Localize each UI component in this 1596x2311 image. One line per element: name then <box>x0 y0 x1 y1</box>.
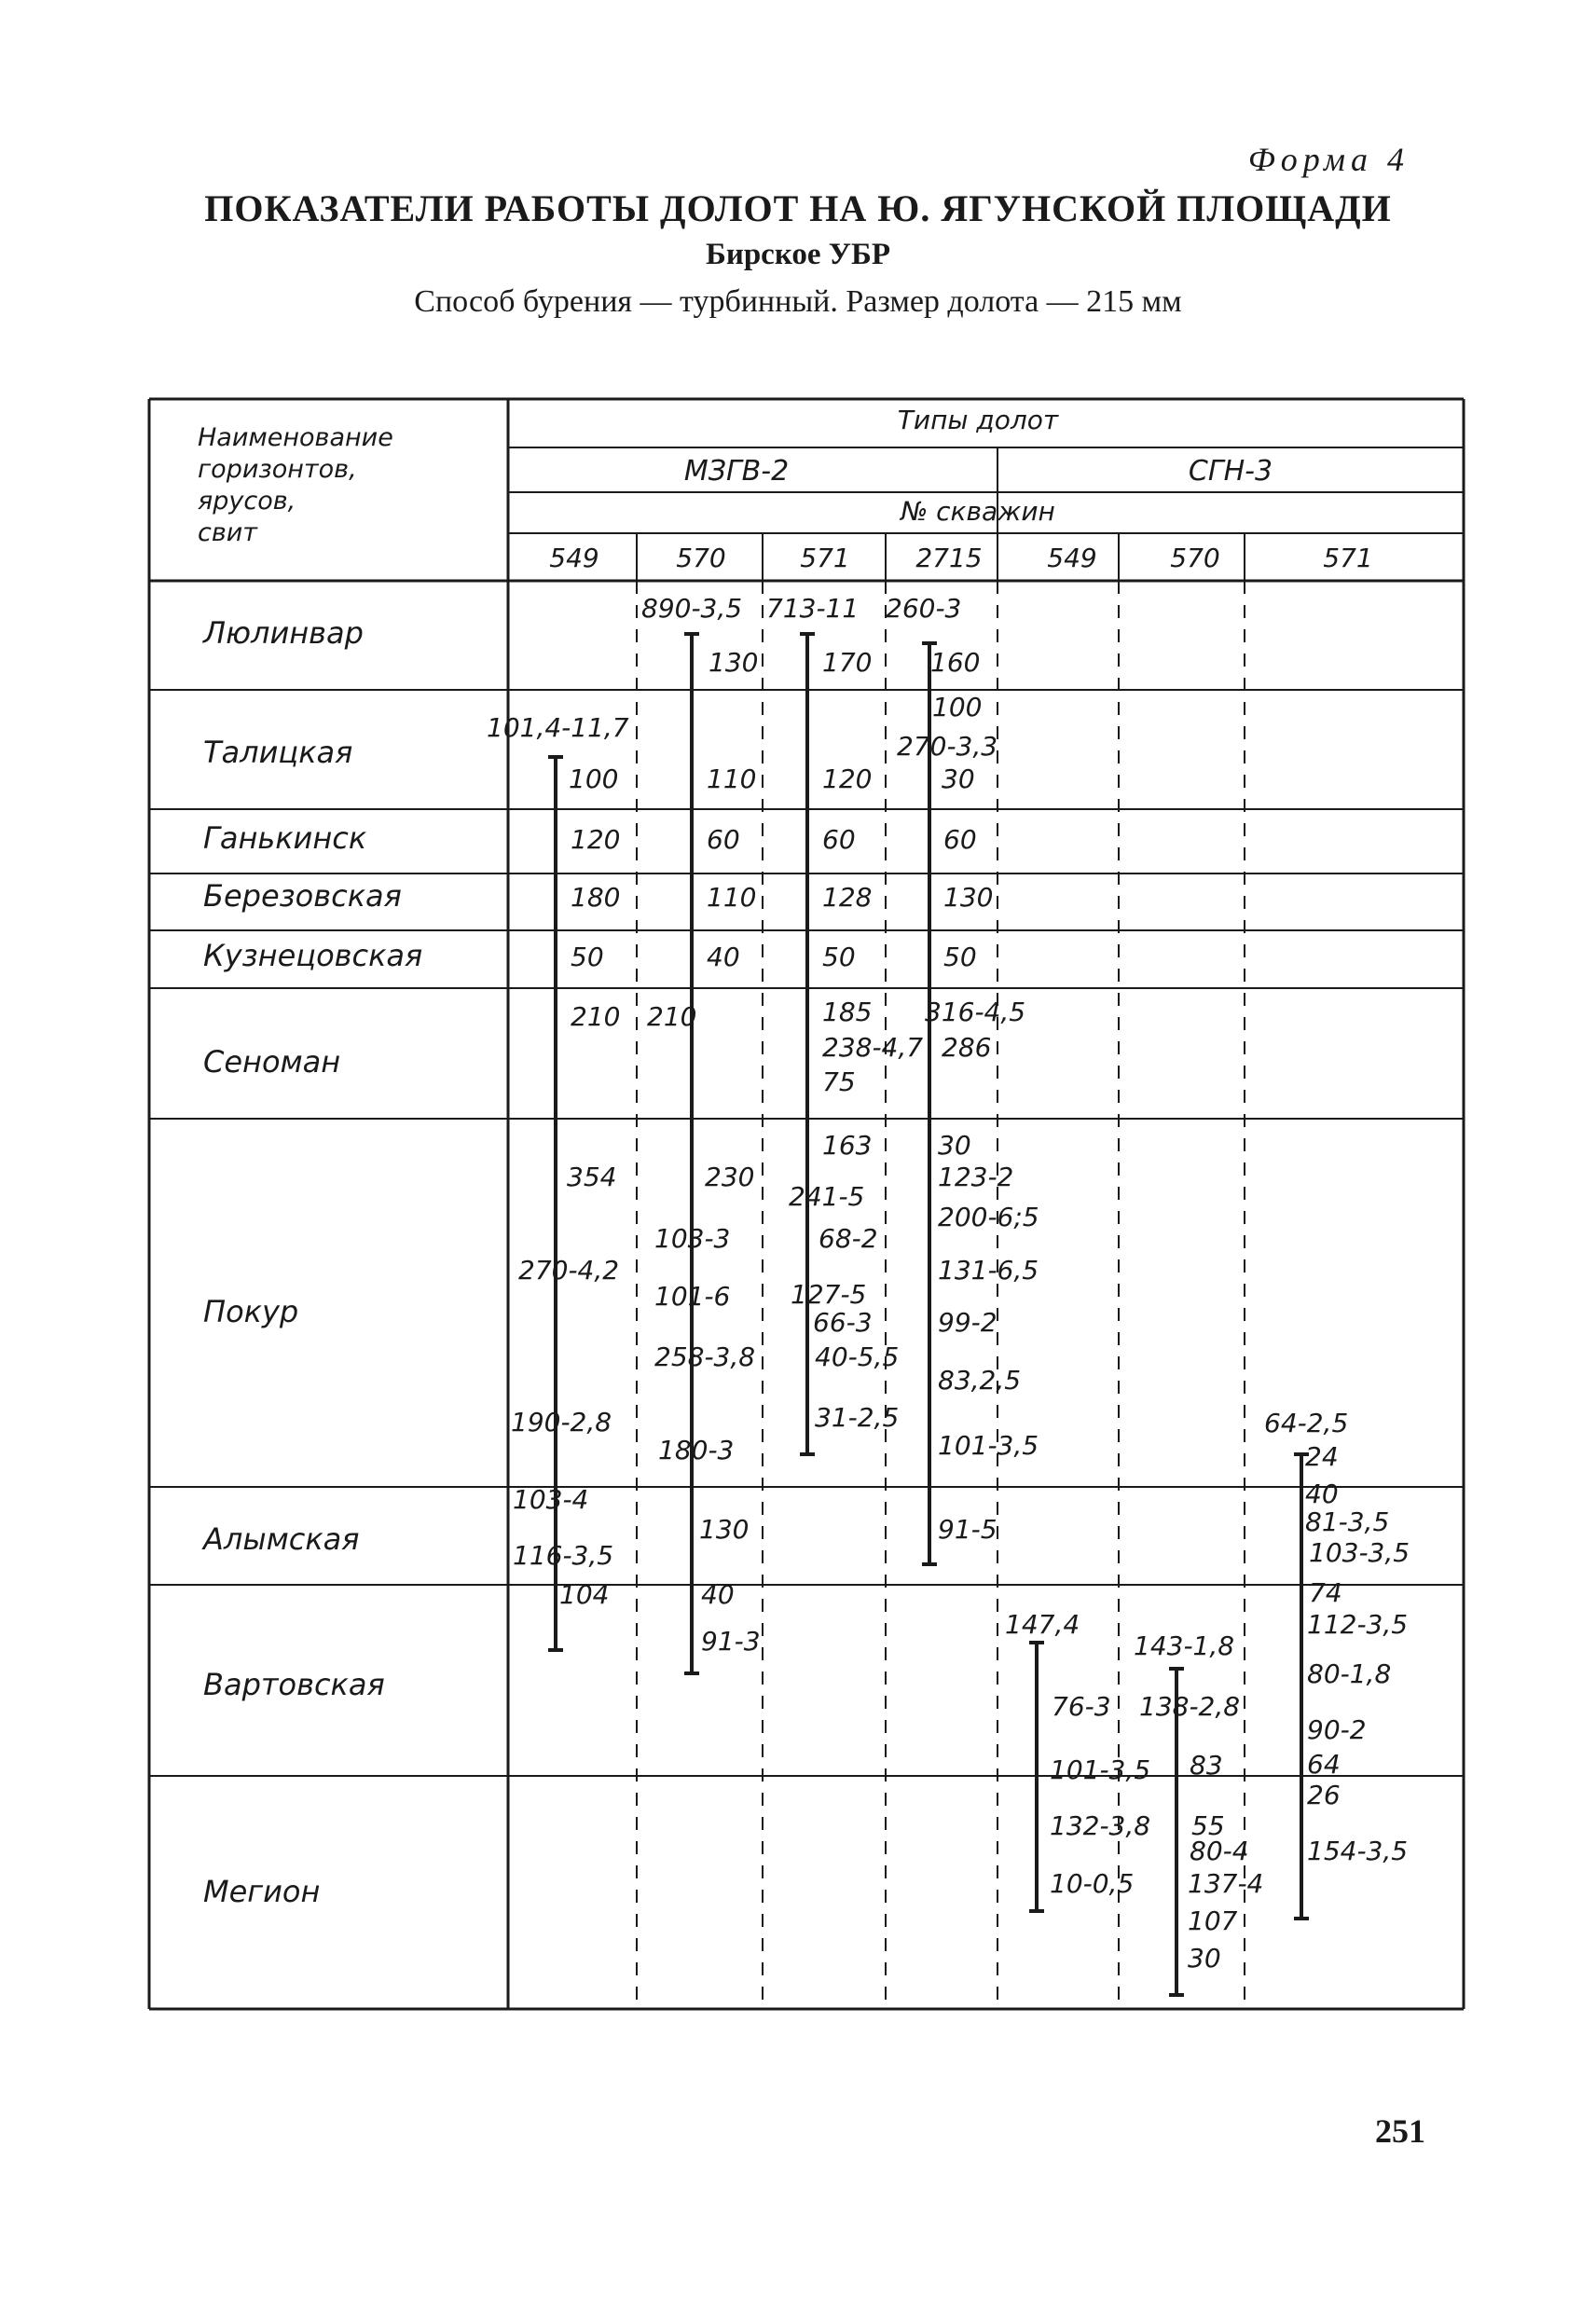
entry-c4-200: 200-6;5 <box>938 1202 1039 1232</box>
entry-c2-40a: 40 <box>707 942 740 972</box>
entry-c7-103: 103-3,5 <box>1309 1537 1410 1568</box>
horizon-lyulinvar: Люлинвар <box>203 615 364 651</box>
entry-c6-30: 30 <box>1188 1943 1221 1974</box>
entry-c3-120: 120 <box>822 763 873 794</box>
entry-c5-147: 147,4 <box>1005 1609 1080 1640</box>
entry-c4-316: 316-4,5 <box>925 997 1026 1027</box>
page-subtitle: Бирское УБР <box>706 238 890 271</box>
entry-c7-154: 154-3,5 <box>1307 1836 1409 1866</box>
entry-c1-354: 354 <box>567 1162 617 1192</box>
entry-c6-55: 55 <box>1191 1810 1225 1841</box>
entry-c4-30b: 30 <box>938 1130 971 1161</box>
bit-type-mzgv2: МЗГВ-2 <box>683 455 790 488</box>
horizon-alymskaya: Алымская <box>203 1521 360 1557</box>
horizon-pokur: Покур <box>203 1294 299 1329</box>
entry-c3-68: 68-2 <box>819 1223 878 1254</box>
row-header-line-3: ярусов, <box>198 487 296 516</box>
well-col-6: 570 <box>1170 543 1220 573</box>
entry-c3-31: 31-2,5 <box>815 1402 900 1433</box>
entry-c2-890: 890-3,5 <box>641 593 743 624</box>
entry-c1-103: 103-4 <box>513 1484 589 1515</box>
entry-c3-170: 170 <box>822 647 873 678</box>
entry-c6-138: 138-2,8 <box>1139 1691 1241 1722</box>
row-header-block <box>198 423 393 547</box>
horizon-vartovskaya: Вартовская <box>203 1667 385 1702</box>
entry-c2-180: 180-3 <box>658 1435 735 1465</box>
drilling-method-line: Способ бурения — турбинный. Размер долота — 215 мм <box>414 284 1182 319</box>
entry-c3-238: 238-4,7 <box>822 1032 924 1063</box>
entry-c7-40: 40 <box>1305 1479 1339 1509</box>
bit-run-entries <box>487 593 1410 1974</box>
entry-c3-50: 50 <box>822 942 856 972</box>
well-col-3: 571 <box>800 543 850 573</box>
horizon-gankinsk: Ганькинск <box>203 820 367 856</box>
entry-c1-180: 180 <box>571 882 621 913</box>
entry-c2-130a: 130 <box>709 647 759 678</box>
entry-c2-60: 60 <box>707 824 740 855</box>
entry-c2-110a: 110 <box>707 763 757 794</box>
well-col-1: 549 <box>549 543 599 573</box>
interval-bars <box>548 634 1309 1995</box>
entry-c3-40: 40-5,5 <box>815 1341 900 1372</box>
entry-c7-112: 112-3,5 <box>1307 1609 1409 1640</box>
entry-c4-130: 130 <box>943 882 994 913</box>
well-number-row <box>549 543 1372 573</box>
bit-types-header: Типы долот <box>897 405 1059 435</box>
entry-c7-26: 26 <box>1307 1780 1341 1810</box>
entry-c3-60: 60 <box>822 824 856 855</box>
entry-c4-91: 91-5 <box>938 1514 998 1545</box>
entry-c4-100: 100 <box>932 692 983 722</box>
entry-c6-137: 137-4 <box>1188 1868 1264 1899</box>
well-col-5: 549 <box>1047 543 1097 573</box>
entry-c5-101: 101-3,5 <box>1050 1754 1151 1785</box>
well-col-2: 570 <box>676 543 726 573</box>
row-header-line-2: горизонтов, <box>198 455 357 484</box>
bit-type-sgn3: СГН-3 <box>1188 455 1273 488</box>
entry-c5-76: 76-3 <box>1052 1691 1111 1722</box>
entry-c3-185: 185 <box>822 997 873 1027</box>
entry-c2-40b: 40 <box>701 1579 735 1610</box>
entry-c7-80: 80-1,8 <box>1307 1658 1392 1689</box>
horizon-talitskaya: Талицкая <box>203 735 353 770</box>
row-header-line-1: Наименование <box>198 423 393 452</box>
entry-c1-116: 116-3,5 <box>513 1540 614 1571</box>
entry-c4-270: 270-3,3 <box>897 731 998 762</box>
entry-c2-91: 91-3 <box>701 1626 761 1657</box>
entry-c7-81: 81-3,5 <box>1305 1506 1390 1537</box>
entry-c4-123: 123-2 <box>938 1162 1014 1192</box>
horizon-senoman: Сеноман <box>203 1044 341 1080</box>
entry-c4-30a: 30 <box>942 763 975 794</box>
entry-c1-104: 104 <box>559 1579 610 1610</box>
entry-c2-101: 101-6 <box>654 1281 731 1312</box>
entry-c3-163: 163 <box>822 1130 873 1161</box>
entry-c7-24: 24 <box>1305 1441 1339 1472</box>
wells-header: № скважин <box>901 496 1055 527</box>
entry-c6-83: 83 <box>1190 1750 1223 1781</box>
entry-c2-258: 258-3,8 <box>654 1341 756 1372</box>
form-label: Форма 4 <box>1247 141 1410 178</box>
entry-c7-74: 74 <box>1309 1577 1342 1608</box>
entry-c4-101: 101-3,5 <box>938 1430 1039 1461</box>
entry-c1-120: 120 <box>571 824 621 855</box>
entry-c1-270: 270-4,2 <box>518 1255 620 1286</box>
page-number: 251 <box>1375 2112 1425 2150</box>
entry-c3-66: 66-3 <box>813 1307 873 1338</box>
entry-c1-101: 101,4-11,7 <box>487 712 629 743</box>
entry-c3-127: 127-5 <box>791 1279 867 1310</box>
entry-c3-128: 128 <box>822 882 873 913</box>
entry-c4-60: 60 <box>943 824 977 855</box>
entry-c3-713: 713-11 <box>766 593 860 624</box>
horizon-kuznetsovskaya: Кузнецовская <box>203 938 423 973</box>
entry-c6-107: 107 <box>1188 1905 1238 1936</box>
row-header-line-4: свит <box>198 518 258 547</box>
entry-c4-286: 286 <box>942 1032 992 1063</box>
entry-c2-130b: 130 <box>699 1514 750 1545</box>
entry-c1-210: 210 <box>571 1001 621 1032</box>
entry-c2-230: 230 <box>705 1162 755 1192</box>
entry-c5-132: 132-3,8 <box>1050 1810 1151 1841</box>
entry-c5-10: 10-0,5 <box>1050 1868 1135 1899</box>
entry-c2-103: 103-3 <box>654 1223 731 1254</box>
entry-c3-75: 75 <box>822 1066 856 1097</box>
well-col-4: 2715 <box>915 543 983 573</box>
entry-c6-80: 80-4 <box>1190 1836 1249 1866</box>
entry-c7-64: 64-2,5 <box>1264 1408 1349 1438</box>
entry-c7-64b: 64 <box>1307 1749 1341 1780</box>
entry-c4-131: 131-6,5 <box>938 1255 1039 1286</box>
well-col-7: 571 <box>1323 543 1373 573</box>
horizon-megion: Мегион <box>203 1874 321 1909</box>
page-title: ПОКАЗАТЕЛИ РАБОТЫ ДОЛОТ НА Ю. ЯГУНСКОЙ ПЛОЩАДИ <box>204 187 1392 229</box>
entry-c6-143: 143-1,8 <box>1134 1630 1235 1661</box>
entry-c1-100: 100 <box>569 763 619 794</box>
entry-c7-90: 90-2 <box>1307 1714 1367 1745</box>
entry-c1-190: 190-2,8 <box>511 1407 612 1437</box>
entry-c4-50: 50 <box>943 942 977 972</box>
entry-c4-260: 260-3 <box>886 593 962 624</box>
entry-c1-50: 50 <box>571 942 604 972</box>
entry-c4-83: 83,2,5 <box>938 1365 1022 1396</box>
horizon-berezovskaya: Березовская <box>203 878 402 914</box>
entry-c2-110b: 110 <box>707 882 757 913</box>
entry-c4-160: 160 <box>930 647 981 678</box>
entry-c3-241: 241-5 <box>789 1181 865 1212</box>
entry-c4-99: 99-2 <box>938 1307 998 1338</box>
entry-c2-210: 210 <box>647 1001 697 1032</box>
